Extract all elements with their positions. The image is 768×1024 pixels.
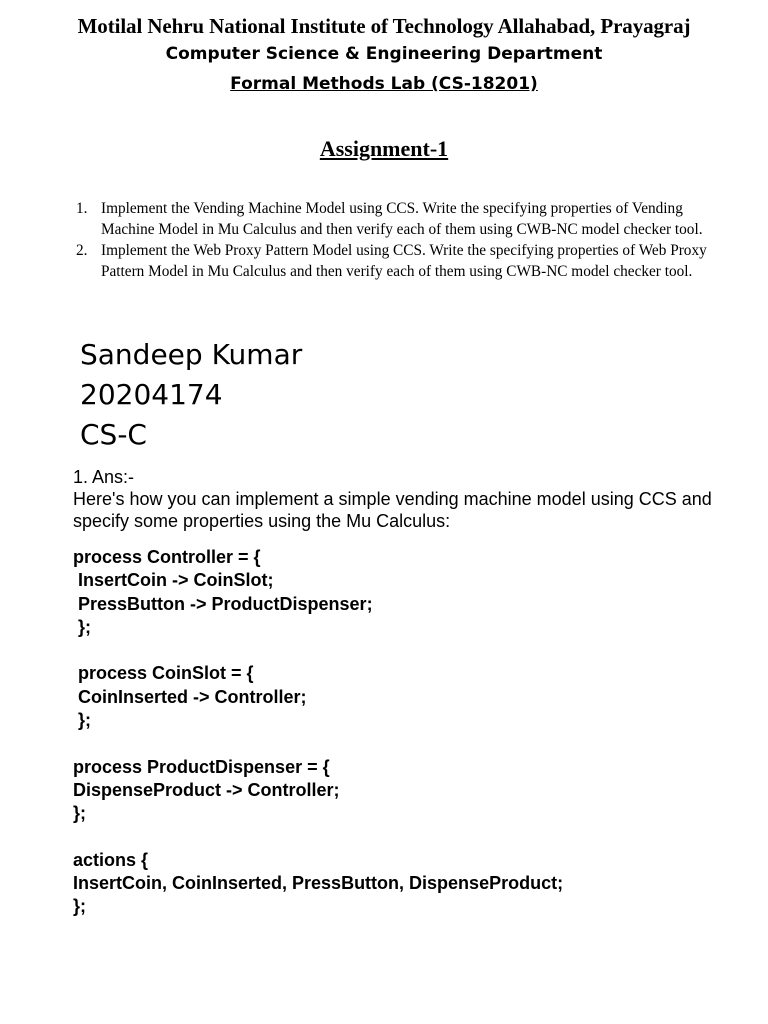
assignment-title: Assignment-1 [319, 136, 449, 161]
code-line: }; [73, 803, 86, 824]
code-line: DispenseProduct -> Controller; [73, 779, 340, 800]
task-text: Implement the Vending Machine Model using CCS. Write the specifying properties of Vending Machine Model in Mu Calculus and then verify each of them using CWB-NC model checker tool. [101, 200, 703, 238]
department-title: Computer Science & Engineering Department [165, 44, 603, 64]
task-item [76, 198, 716, 240]
student-name: Sandeep Kumar [80, 338, 303, 371]
code-line: }; [73, 896, 86, 917]
code-line: CoinInserted -> Controller; [73, 686, 307, 707]
answer-intro: Here's how you can implement a simple vending machine model using CCS and specify some properties using the Mu Calculus: [73, 489, 712, 531]
task-item [76, 240, 716, 282]
task-list [76, 198, 716, 282]
task-text: Implement the Web Proxy Pattern Model using CCS. Write the specifying properties of Web Proxy Pattern Model in Mu Calculus and then verify each of them using CWB-NC model checker tool. [101, 242, 707, 280]
code-line: process CoinSlot = { [73, 663, 254, 684]
code-line: InsertCoin, CoinInserted, PressButton, DispenseProduct; [73, 873, 564, 894]
task-number: 1. [76, 200, 88, 217]
institute-title: Motilal Nehru National Institute of Technology Allahabad, Prayagraj [77, 14, 691, 38]
code-line: actions { [73, 849, 149, 870]
code-line: process ProductDispenser = { [73, 756, 330, 777]
code-line: PressButton -> ProductDispenser; [73, 593, 373, 614]
code-line: process Controller = { [73, 547, 261, 567]
code-block [73, 546, 753, 919]
student-roll-number: 20204174 [80, 378, 223, 411]
code-line [73, 826, 753, 849]
code-line [73, 639, 753, 662]
lab-title: Formal Methods Lab (CS-18201) [230, 74, 538, 94]
student-section: CS-C [80, 418, 147, 451]
answer-label: 1. Ans:- [73, 467, 135, 487]
code-line: InsertCoin -> CoinSlot; [73, 570, 274, 591]
task-number: 2. [76, 242, 88, 259]
code-line: }; [73, 710, 91, 731]
code-line [73, 732, 753, 755]
code-line: }; [73, 616, 91, 637]
